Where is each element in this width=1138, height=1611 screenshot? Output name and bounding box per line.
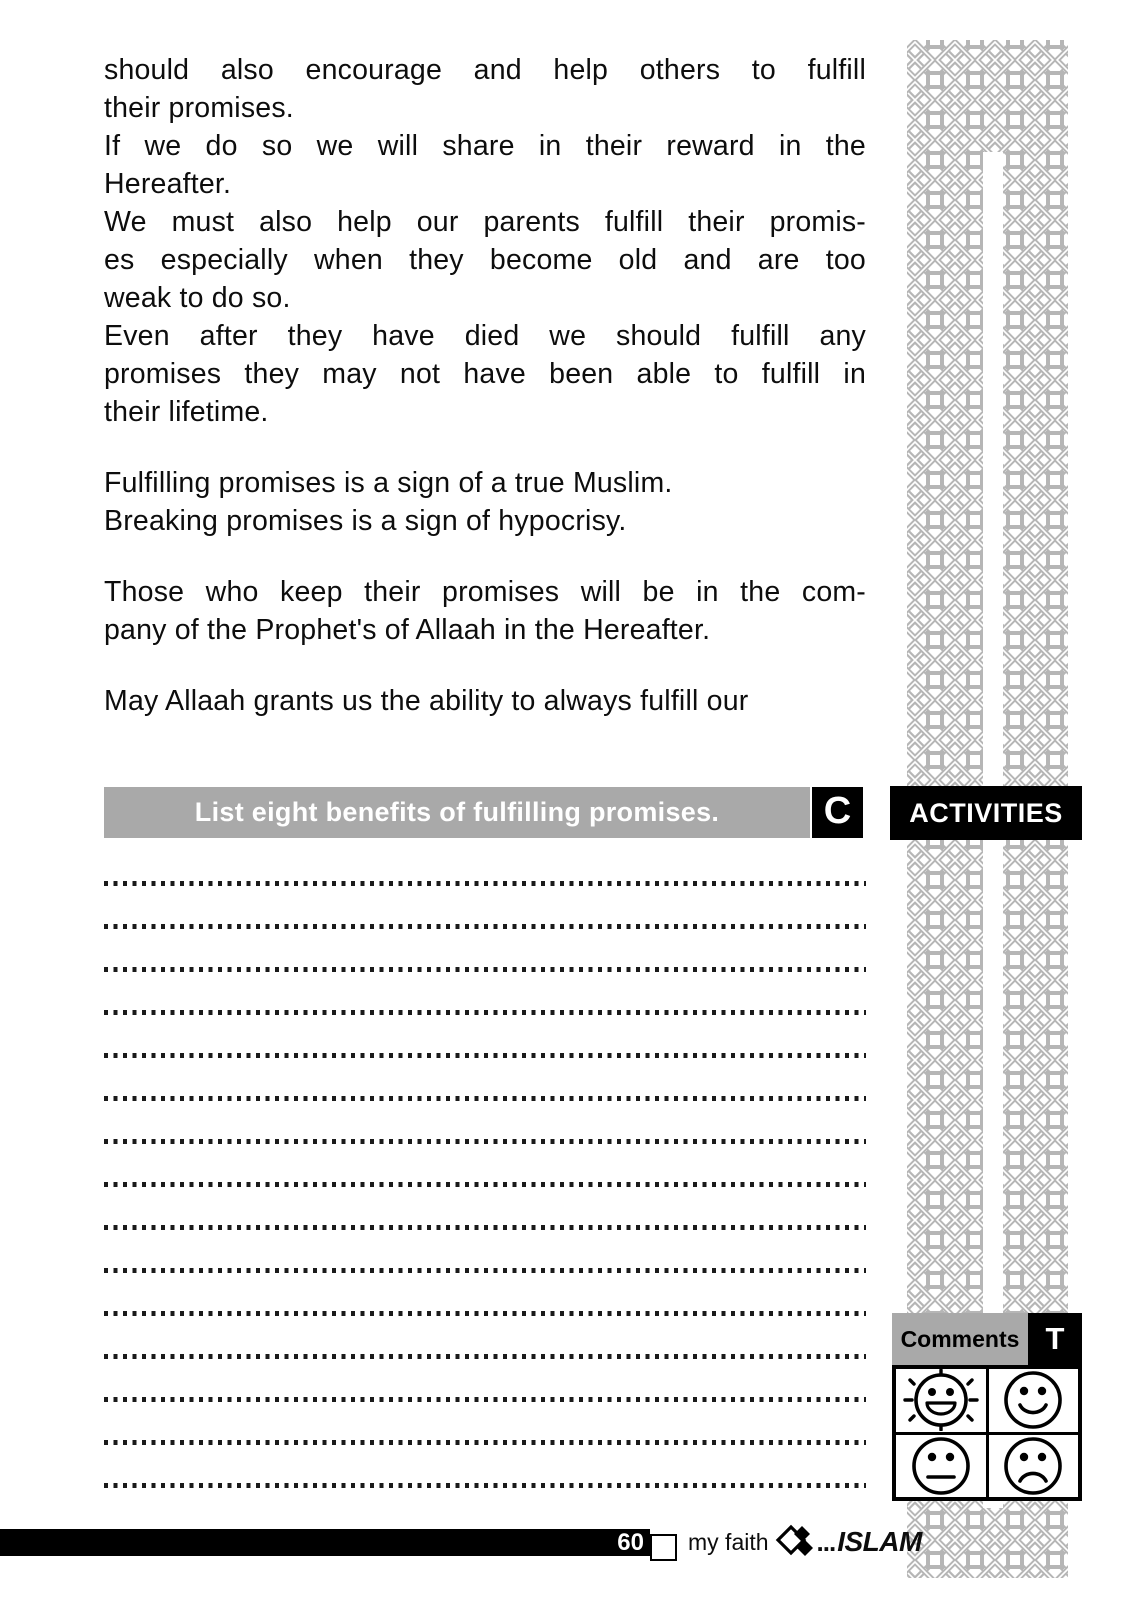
brand-name: ISLAM — [837, 1526, 922, 1557]
body-line: es especially when they become old and are too — [104, 244, 866, 276]
answer-line[interactable] — [104, 1225, 866, 1230]
answer-line[interactable] — [104, 924, 866, 929]
body-line: their promises. — [104, 92, 294, 124]
answer-line[interactable] — [104, 1354, 866, 1359]
body-line: Fulfilling promises is a sign of a true Muslim. — [104, 467, 673, 499]
activities-heading: ACTIVITIES — [890, 786, 1082, 840]
answer-line[interactable] — [104, 1010, 866, 1015]
answer-line[interactable] — [104, 1483, 866, 1488]
body-line: We must also help our parents fulfill their promis- — [104, 206, 866, 238]
body-line: If we do so we will share in their reward in the — [104, 130, 866, 162]
answer-line[interactable] — [104, 1096, 866, 1101]
page-number-box — [650, 1534, 677, 1561]
body-line: their lifetime. — [104, 396, 269, 428]
answer-line[interactable] — [104, 1182, 866, 1187]
body-line: May Allaah grants us the ability to always fulfill our — [104, 685, 749, 717]
brand-dots: ... — [816, 1527, 836, 1557]
page-number: 60 — [617, 1529, 644, 1556]
diamond-logo-icon — [775, 1522, 817, 1563]
brand-prefix: my faith — [688, 1528, 769, 1555]
body-line: Hereafter. — [104, 168, 232, 200]
footer-bar — [0, 1529, 650, 1556]
activity-tag-badge: C — [812, 787, 863, 838]
answer-line[interactable] — [104, 1139, 866, 1144]
answer-line[interactable] — [104, 1311, 866, 1316]
brand-logo-row — [688, 1526, 922, 1558]
comments-tag-badge: T — [1028, 1313, 1082, 1365]
body-line: promises they may not have been able to fulfill in — [104, 358, 866, 390]
comments-title: Comments — [892, 1313, 1028, 1365]
body-line: Breaking promises is a sign of hypocrisy. — [104, 505, 627, 537]
answer-line[interactable] — [104, 1397, 866, 1402]
body-line: Those who keep their promises will be in the com- — [104, 576, 866, 608]
neutral-face-icon[interactable] — [896, 1435, 986, 1498]
sad-face-icon[interactable] — [989, 1435, 1079, 1498]
answer-line[interactable] — [104, 881, 866, 886]
excited-face-icon[interactable] — [896, 1369, 986, 1432]
answer-line[interactable] — [104, 967, 866, 972]
body-line: Even after they have died we should fulfill any — [104, 320, 866, 352]
answer-line[interactable] — [104, 1053, 866, 1058]
body-line: weak to do so. — [104, 282, 291, 314]
body-line: should also encourage and help others to fulfill — [104, 54, 866, 86]
comments-faces-grid — [892, 1365, 1082, 1501]
answer-line[interactable] — [104, 1440, 866, 1445]
body-line: pany of the Prophet's of Allaah in the Hereafter. — [104, 614, 711, 646]
happy-face-icon[interactable] — [989, 1369, 1079, 1432]
comments-bar — [892, 1313, 1082, 1365]
activity-prompt-banner: List eight benefits of fulfilling promises. — [104, 787, 810, 838]
answer-line[interactable] — [104, 1268, 866, 1273]
